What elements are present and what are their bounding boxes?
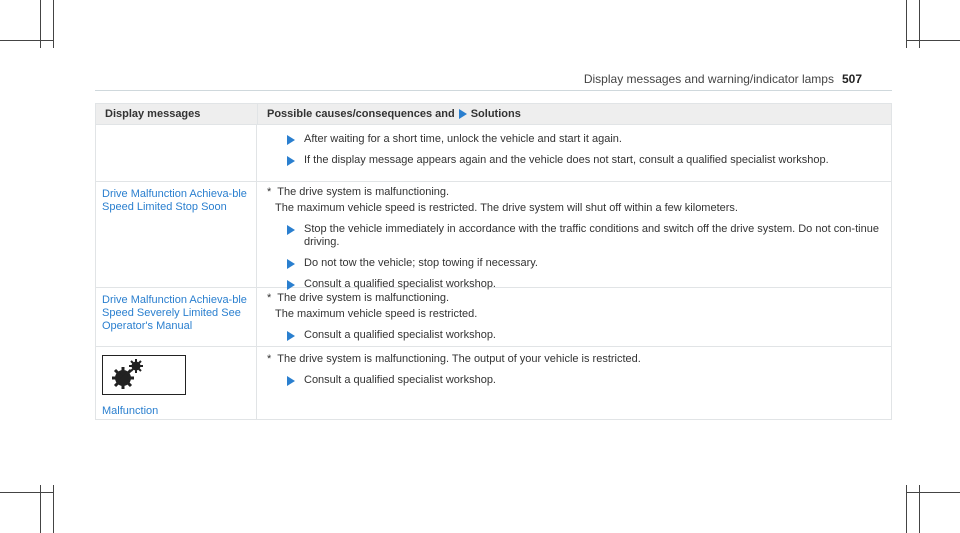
header-rule: [95, 90, 892, 91]
crop-mark: [53, 0, 54, 48]
table-row: [96, 347, 891, 419]
message-cell: Drive Malfunction Achieva-ble Speed Severely Limited See Operator's Manual: [96, 288, 257, 346]
solution-text: Do not tow the vehicle; stop towing if necessary.: [304, 257, 538, 269]
cause-line: The drive system is malfunctioning. The output of your vehicle is restricted.: [277, 353, 641, 365]
solution-arrow-icon: [287, 376, 295, 386]
solution-text: If the display message appears again and the vehicle does not start, consult a qualified specialist workshop.: [304, 154, 829, 166]
asterisk: *: [267, 353, 272, 365]
malfunction-label: Malfunction: [102, 405, 159, 417]
col2-header-suffix: Solutions: [470, 108, 521, 120]
solution-arrow-icon: [287, 135, 295, 145]
page-number: 507: [841, 72, 862, 86]
col-causes-solutions: [258, 108, 521, 120]
solution-arrow-icon: [287, 259, 295, 269]
crop-mark: [53, 485, 54, 533]
asterisk: *: [267, 292, 272, 304]
solution-cell: [257, 125, 891, 181]
consequence-text: The maximum vehicle speed is restricted. The drive system will shut off within a few kilometers.: [275, 202, 738, 214]
cause-text: [267, 353, 883, 366]
gears-icon: [102, 355, 186, 395]
table-row: [96, 125, 891, 182]
crop-mark: [906, 40, 960, 41]
solution-item: [287, 154, 883, 167]
solution-arrow-icon: [459, 109, 467, 119]
crop-mark: [0, 40, 53, 41]
solution-cell: [257, 182, 891, 290]
cause-line: The drive system is malfunctioning.: [277, 292, 450, 304]
message-cell: [96, 125, 257, 181]
table-header: [96, 104, 891, 125]
col-display-messages: Display messages: [96, 104, 258, 124]
solution-arrow-icon: [287, 156, 295, 166]
table-row: [96, 182, 891, 288]
crop-mark: [906, 492, 960, 493]
solution-text: Stop the vehicle immediately in accordance with the traffic conditions and switch off the drive system. Do not con-tinue driving.: [304, 223, 879, 248]
solution-text: After waiting for a short time, unlock the vehicle and start it again.: [304, 133, 622, 145]
solution-item: [287, 133, 883, 146]
solution-item: [287, 223, 883, 249]
solution-arrow-icon: [287, 225, 295, 235]
consequence-text: The maximum vehicle speed is restricted.: [275, 308, 478, 320]
solution-arrow-icon: [287, 331, 295, 341]
solution-item: [287, 374, 883, 387]
solution-cell: [257, 288, 891, 346]
table-row: [96, 288, 891, 347]
header-title: Display messages and warning/indicator lamps: [583, 72, 834, 86]
messages-table: [95, 103, 892, 420]
solution-text: Consult a qualified specialist workshop.: [304, 329, 496, 341]
message-cell: Drive Malfunction Achieva-ble Speed Limited Stop Soon: [96, 182, 257, 287]
solution-text: Consult a qualified specialist workshop.: [304, 374, 496, 386]
solution-item: [287, 257, 883, 270]
solution-cell: [257, 347, 891, 419]
asterisk: *: [267, 186, 272, 198]
running-header: [584, 72, 862, 86]
crop-mark: [0, 492, 53, 493]
cause-text: [267, 292, 883, 305]
message-cell: [96, 347, 257, 419]
col2-header-text: Possible causes/consequences and: [267, 108, 455, 120]
solution-text: Consult a qualified specialist workshop.: [304, 278, 496, 290]
solution-item: [287, 329, 883, 342]
cause-line: The drive system is malfunctioning.: [277, 186, 450, 198]
cause-text: [267, 186, 883, 199]
